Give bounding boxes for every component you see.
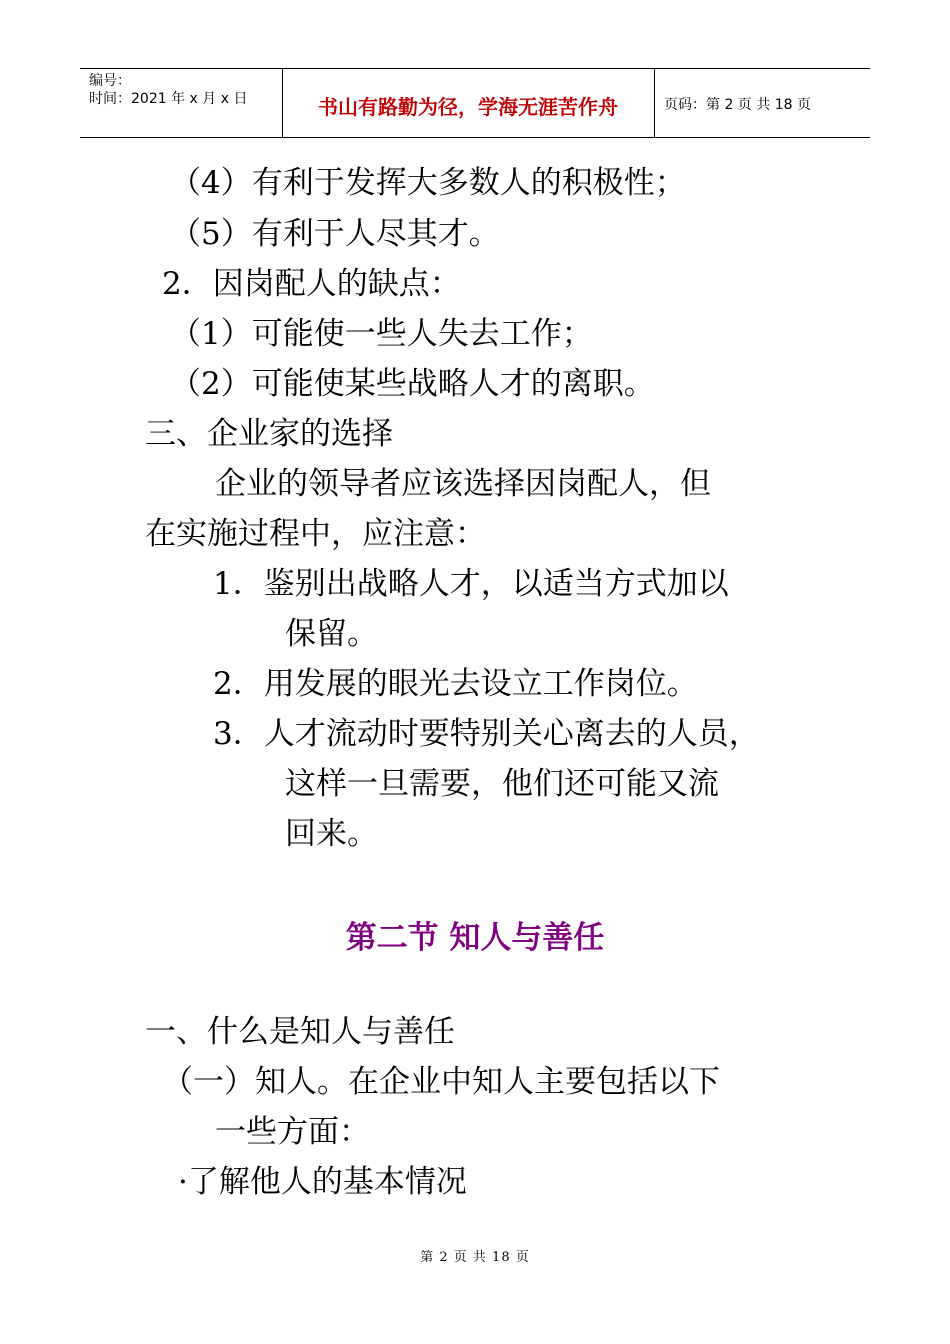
page-footer: 第 2 页 共 18 页	[420, 1250, 530, 1265]
header-divider	[654, 69, 655, 137]
body-line: 三、企业家的选择	[145, 416, 393, 452]
body-line: 一些方面：	[215, 1114, 370, 1150]
header-meta	[89, 72, 247, 108]
body-line: 在实施过程中，应注意：	[145, 516, 486, 552]
section-heading: 第二节 知人与善任	[345, 920, 605, 956]
body-line: 2．用发展的眼光去设立工作岗位。	[213, 666, 698, 702]
document-date-label: 时间：2021 年 x 月 x 日	[89, 91, 248, 107]
body-line: 一、什么是知人与善任	[145, 1014, 455, 1050]
body-line: 回来。	[285, 816, 378, 852]
page-header	[80, 68, 870, 138]
body-line: 2．因岗配人的缺点：	[162, 266, 461, 302]
header-page-number: 页码：第 2 页 共 18 页	[664, 97, 811, 113]
body-line: ·了解他人的基本情况	[178, 1164, 467, 1200]
body-line: （一）知人。在企业中知人主要包括以下	[162, 1064, 720, 1100]
body-line: （1）可能使一些人失去工作；	[170, 316, 593, 352]
body-line: 保留。	[285, 616, 378, 652]
document-number-label: 编号：	[89, 73, 131, 89]
body-line: （4）有利于发挥大多数人的积极性；	[170, 165, 686, 201]
body-line: 3．人才流动时要特别关心离去的人员，	[213, 716, 760, 752]
header-motto: 书山有路勤为径，学海无涯苦作舟	[318, 95, 618, 119]
body-line: 这样一旦需要，他们还可能又流	[285, 766, 719, 802]
body-line: 企业的领导者应该选择因岗配人，但	[215, 466, 711, 502]
body-line: （2）可能使某些战略人才的离职。	[170, 366, 655, 402]
body-line: 1．鉴别出战略人才，以适当方式加以	[213, 566, 729, 602]
body-line: （5）有利于人尽其才。	[170, 216, 500, 252]
